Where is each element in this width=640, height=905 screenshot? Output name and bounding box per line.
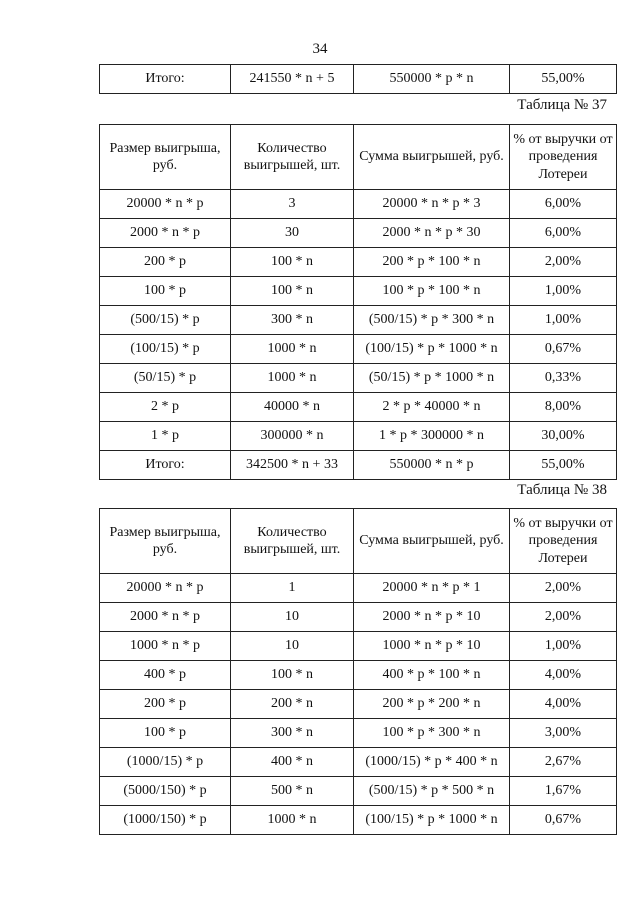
cell-prize-sum: 2 * p * 40000 * n <box>354 393 510 422</box>
cell-prize-size: 2 * p <box>100 393 231 422</box>
cell-prize-sum: 2000 * n * p * 30 <box>354 219 510 248</box>
table-row <box>100 306 617 335</box>
table-header-row <box>100 509 617 574</box>
cell-prize-size: 2000 * n * p <box>100 219 231 248</box>
table-row <box>100 393 617 422</box>
cell-prize-sum: (50/15) * p * 1000 * n <box>354 364 510 393</box>
cell-prize-count: 500 * n <box>231 777 354 806</box>
cell-percent: 3,00% <box>510 719 617 748</box>
cell-prize-size: (50/15) * p <box>100 364 231 393</box>
cell-prize-sum: 400 * p * 100 * n <box>354 661 510 690</box>
total-count: 241550 * n + 5 <box>231 65 354 94</box>
header-count: Количество выигрышей, шт. <box>231 125 354 190</box>
cell-prize-sum: 20000 * n * p * 1 <box>354 574 510 603</box>
table-row <box>100 748 617 777</box>
header-size: Размер выигрыша, руб. <box>100 509 231 574</box>
cell-prize-sum: (500/15) * p * 500 * n <box>354 777 510 806</box>
cell-percent: 2,00% <box>510 248 617 277</box>
previous-table-total <box>99 64 617 94</box>
cell-prize-count: 100 * n <box>231 248 354 277</box>
table-row <box>100 574 617 603</box>
cell-prize-count: 200 * n <box>231 690 354 719</box>
table-row <box>100 335 617 364</box>
cell-prize-size: 100 * p <box>100 719 231 748</box>
cell-prize-size: (100/15) * p <box>100 335 231 364</box>
cell-prize-sum: (100/15) * p * 1000 * n <box>354 335 510 364</box>
cell-percent: 55,00% <box>510 451 617 480</box>
cell-prize-size: 1000 * n * p <box>100 632 231 661</box>
table-38 <box>99 508 617 835</box>
cell-prize-count: 3 <box>231 190 354 219</box>
cell-prize-count: 40000 * n <box>231 393 354 422</box>
cell-prize-count: 10 <box>231 632 354 661</box>
header-percent: % от выручки от проведения Лотереи <box>510 509 617 574</box>
cell-prize-size: (1000/15) * p <box>100 748 231 777</box>
table-row <box>100 190 617 219</box>
cell-prize-sum: (1000/15) * p * 400 * n <box>354 748 510 777</box>
cell-percent: 0,33% <box>510 364 617 393</box>
table-38-caption: Таблица № 38 <box>517 482 607 498</box>
cell-prize-size: 2000 * n * p <box>100 603 231 632</box>
cell-prize-size: 400 * p <box>100 661 231 690</box>
cell-prize-size: 20000 * n * p <box>100 574 231 603</box>
cell-prize-size: 200 * p <box>100 690 231 719</box>
cell-prize-count: 300000 * n <box>231 422 354 451</box>
cell-percent: 0,67% <box>510 335 617 364</box>
cell-prize-count: 342500 * n + 33 <box>231 451 354 480</box>
cell-prize-size: (500/15) * p <box>100 306 231 335</box>
cell-prize-sum: (500/15) * p * 300 * n <box>354 306 510 335</box>
cell-prize-count: 1 <box>231 574 354 603</box>
cell-prize-size: 200 * p <box>100 248 231 277</box>
page-number: 34 <box>312 41 328 57</box>
cell-percent: 2,67% <box>510 748 617 777</box>
cell-prize-count: 300 * n <box>231 719 354 748</box>
table-row <box>100 603 617 632</box>
header-percent: % от выручки от проведения Лотереи <box>510 125 617 190</box>
table-row <box>100 806 617 835</box>
cell-prize-sum: 1 * p * 300000 * n <box>354 422 510 451</box>
cell-prize-count: 30 <box>231 219 354 248</box>
cell-prize-count: 1000 * n <box>231 364 354 393</box>
cell-percent: 1,00% <box>510 306 617 335</box>
header-sum: Сумма выигрышей, руб. <box>354 125 510 190</box>
cell-prize-size: (5000/150) * p <box>100 777 231 806</box>
cell-prize-size: 20000 * n * p <box>100 190 231 219</box>
cell-prize-size: (1000/150) * p <box>100 806 231 835</box>
table-row <box>100 719 617 748</box>
cell-percent: 2,00% <box>510 603 617 632</box>
cell-percent: 0,67% <box>510 806 617 835</box>
table-38-body <box>100 574 617 835</box>
cell-prize-count: 300 * n <box>231 306 354 335</box>
table-row <box>100 690 617 719</box>
table-37 <box>99 124 617 480</box>
table-37-body <box>100 190 617 480</box>
cell-prize-count: 1000 * n <box>231 335 354 364</box>
table-37-caption: Таблица № 37 <box>517 97 607 113</box>
cell-prize-sum: 100 * p * 300 * n <box>354 719 510 748</box>
cell-percent: 1,00% <box>510 277 617 306</box>
total-label: Итого: <box>100 65 231 94</box>
cell-prize-size: Итого: <box>100 451 231 480</box>
cell-prize-size: 1 * p <box>100 422 231 451</box>
cell-prize-size: 100 * p <box>100 277 231 306</box>
header-count: Количество выигрышей, шт. <box>231 509 354 574</box>
total-percent: 55,00% <box>510 65 617 94</box>
cell-prize-count: 100 * n <box>231 661 354 690</box>
cell-prize-sum: 20000 * n * p * 3 <box>354 190 510 219</box>
cell-percent: 6,00% <box>510 219 617 248</box>
cell-prize-sum: 100 * p * 100 * n <box>354 277 510 306</box>
cell-percent: 1,00% <box>510 632 617 661</box>
cell-percent: 4,00% <box>510 661 617 690</box>
cell-prize-sum: 200 * p * 200 * n <box>354 690 510 719</box>
table-row <box>100 632 617 661</box>
cell-prize-count: 400 * n <box>231 748 354 777</box>
total-sum: 550000 * p * n <box>354 65 510 94</box>
header-sum: Сумма выигрышей, руб. <box>354 509 510 574</box>
cell-percent: 1,67% <box>510 777 617 806</box>
header-size: Размер выигрыша, руб. <box>100 125 231 190</box>
cell-prize-sum: 2000 * n * p * 10 <box>354 603 510 632</box>
table-row <box>100 451 617 480</box>
cell-percent: 8,00% <box>510 393 617 422</box>
table-row <box>100 248 617 277</box>
cell-prize-count: 10 <box>231 603 354 632</box>
table-row <box>100 277 617 306</box>
cell-prize-sum: (100/15) * p * 1000 * n <box>354 806 510 835</box>
table-row <box>100 661 617 690</box>
cell-prize-sum: 1000 * n * p * 10 <box>354 632 510 661</box>
table-row <box>100 422 617 451</box>
cell-prize-sum: 200 * p * 100 * n <box>354 248 510 277</box>
table-row <box>100 364 617 393</box>
table-row <box>100 777 617 806</box>
table-row <box>100 65 617 94</box>
cell-percent: 4,00% <box>510 690 617 719</box>
cell-prize-count: 1000 * n <box>231 806 354 835</box>
table-header-row <box>100 125 617 190</box>
table-row <box>100 219 617 248</box>
cell-prize-sum: 550000 * n * p <box>354 451 510 480</box>
cell-prize-count: 100 * n <box>231 277 354 306</box>
cell-percent: 2,00% <box>510 574 617 603</box>
cell-percent: 6,00% <box>510 190 617 219</box>
cell-percent: 30,00% <box>510 422 617 451</box>
